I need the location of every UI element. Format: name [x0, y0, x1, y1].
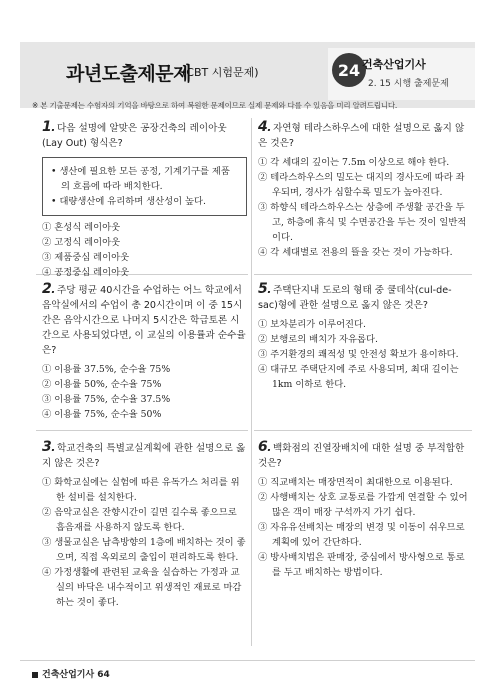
option-1[interactable]: ① 직교배치는 매장면적이 최대한으로 이용된다. — [258, 477, 453, 488]
option-1[interactable]: ① 각 세대의 깊이는 7.5m 이상으로 해야 한다. — [258, 157, 450, 168]
option-3[interactable]: ③ 하향식 테라스하우스는 상층에 주생활 공간을 두고, 하층에 휴식 및 수면공간을 두는 것이 일반적이다. — [258, 202, 467, 243]
option-2[interactable]: ② 이용률 50%, 순수율 75% — [42, 379, 162, 390]
option-4[interactable]: ④ 공정중심 레이아웃 — [42, 267, 130, 278]
option-2[interactable]: ② 테라스하우스의 밀도는 대지의 경사도에 따라 좌우되며, 경사가 심할수록 밀도가 높아진다. — [258, 172, 465, 198]
question-stem: 4. 자연형 테라스하우스에 대한 설명으로 옳지 않은 것은? — [258, 119, 465, 149]
footer-text: 건축산업기사 64 — [42, 670, 110, 680]
options-list — [258, 155, 468, 260]
chapter-number-badge: 24 — [332, 53, 366, 87]
page-title: 과년도출제문제 — [66, 63, 191, 85]
page-subtitle: (CBT 시험문제) — [182, 66, 259, 79]
option-2[interactable]: ② 음악교실은 잔향시간이 길면 길수록 좋으므로 흡음재를 사용하지 않도록 한다. — [42, 507, 237, 533]
row-divider — [254, 274, 472, 275]
option-1[interactable]: ① 보차분리가 이루어진다. — [258, 319, 366, 330]
question-3 — [42, 440, 247, 610]
option-4[interactable]: ④ 가정생활에 관련된 교육을 실습하는 가정과 교실의 바닥은 내수적이고 위생적인 재료로 마감하는 것이 좋다. — [42, 567, 242, 608]
notice-text: ※ 본 기출문제는 수험자의 기억을 바탕으로 하여 복원한 문제이므로 실제 문제와 다를 수 있음을 미리 알려드립니다. — [32, 101, 398, 110]
exam-date-label: 2. 15 시행 출제문제 — [368, 79, 449, 89]
footer-divider — [20, 660, 475, 661]
question-5 — [258, 282, 468, 392]
box-bullet: • 생산에 필요한 모든 공정, 기계기구를 제품의 흐름에 따라 배치한다. — [51, 166, 230, 192]
question-stem: 5. 주택단지내 도로의 형태 중 쿨데삭(cul-de-sac)형에 관한 설명으로 옳지 않은 것은? — [258, 281, 452, 311]
option-2[interactable]: ② 고정식 레이아웃 — [42, 237, 121, 248]
footer — [32, 667, 110, 680]
question-6 — [258, 440, 468, 580]
option-1[interactable]: ① 화학교실에는 실험에 따른 유독가스 처리를 위한 설비를 설치한다. — [42, 477, 240, 503]
column-divider — [251, 118, 252, 646]
question-number: 6. — [258, 439, 271, 455]
option-3[interactable]: ③ 이용률 75%, 순수율 37.5% — [42, 394, 171, 405]
options-list — [42, 362, 247, 422]
option-4[interactable]: ④ 이용률 75%, 순수율 50% — [42, 409, 162, 420]
option-1[interactable]: ① 혼성식 레이아웃 — [42, 222, 121, 233]
condition-box — [42, 157, 247, 216]
question-stem: 3. 학교건축의 특별교실계획에 관한 설명으로 옳지 않은 것은? — [42, 439, 246, 469]
option-3[interactable]: ③ 생물교실은 남측방향의 1층에 배치하는 것이 좋으며, 직접 옥외로의 출입이 편리하도록 한다. — [42, 537, 246, 563]
option-2[interactable]: ② 사행배치는 상호 교통로를 가깝게 연결할 수 있어 많은 객이 매장 구석까지 가기 쉽다. — [258, 492, 468, 518]
question-4 — [258, 120, 468, 260]
option-1[interactable]: ① 이용률 37.5%, 순수율 75% — [42, 364, 171, 375]
options-list — [42, 220, 247, 280]
question-number: 4. — [258, 119, 271, 135]
option-4[interactable]: ④ 대규모 주택단지에 주로 사용되며, 최대 길이는 1km 이하로 한다. — [258, 364, 459, 390]
question-stem: 6. 백화점의 진열장배치에 대한 설명 중 부적합한 것은? — [258, 439, 465, 469]
question-stem: 1. 다음 설명에 알맞은 공장건축의 레이아웃(Lay Out) 형식은? — [42, 119, 227, 149]
row-divider — [254, 430, 472, 431]
row-divider — [36, 430, 248, 431]
option-4[interactable]: ④ 각 세대별로 전용의 뜰을 갖는 것이 가능하다. — [258, 247, 453, 258]
options-list — [42, 475, 247, 610]
question-number: 2. — [42, 281, 55, 297]
box-bullet: • 대량생산에 유리하며 생산성이 높다. — [51, 196, 206, 207]
options-list — [258, 475, 468, 580]
question-1 — [42, 120, 247, 280]
question-2 — [42, 282, 247, 422]
option-3[interactable]: ③ 제품중심 레이아웃 — [42, 252, 130, 263]
book-title: 건축산업기사 — [362, 58, 426, 71]
question-number: 3. — [42, 439, 55, 455]
question-stem: 2. 주당 평균 40시간을 수업하는 어느 학교에서 음악실에서의 수업이 총 20시간이며 이 중 15시간은 음악시간으로 나머지 5시간은 학급토론 시간으로 사용되었다면, 이 교실의 이용률과 순수율은? — [42, 281, 246, 356]
option-2[interactable]: ② 보행로의 배치가 자유롭다. — [258, 334, 378, 345]
options-list — [258, 317, 468, 392]
question-number: 1. — [42, 119, 55, 135]
square-bullet-icon — [32, 672, 38, 678]
option-4[interactable]: ④ 방사배치법은 판매장, 중심에서 방사형으로 통로를 두고 배치하는 방법이다. — [258, 552, 465, 578]
option-3[interactable]: ③ 자유유선배치는 매장의 변경 및 이동이 쉬우므로 계획에 있어 간단하다. — [258, 522, 465, 548]
option-3[interactable]: ③ 주거환경의 쾌적성 및 안전성 확보가 용이하다. — [258, 349, 459, 360]
question-number: 5. — [258, 281, 271, 297]
